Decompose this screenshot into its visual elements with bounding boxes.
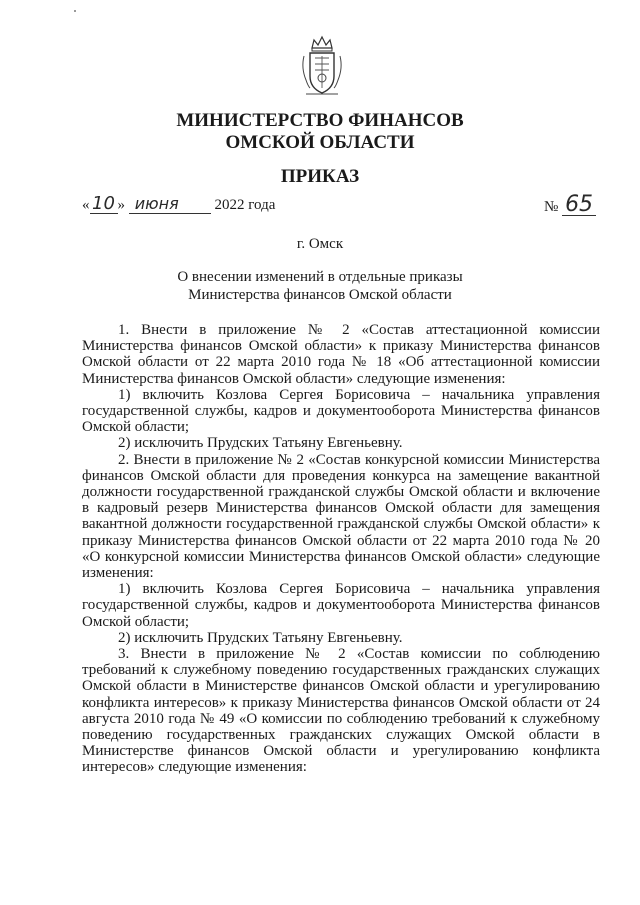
date-day: 10 — [90, 195, 118, 214]
date-close-quote: » — [117, 197, 125, 213]
order-title: ПРИКАЗ — [280, 166, 360, 187]
ministry-name-line2: ОМСКОЙ ОБЛАСТИ — [225, 132, 415, 153]
order-body — [82, 322, 600, 776]
number-sign: № — [544, 199, 559, 215]
paragraph: 1. Внести в приложение № 2 «Состав аттестационной комиссии Министерства финансов Омской области» к приказу Министерства финансов Омской области от 22 марта 2010 года № 18 «Об аттестационной комиссии Министерства финансов Омской области» следующие изменения: — [82, 322, 600, 387]
paragraph: 3. Внести в приложение № 2 «Состав комиссии по соблюдению требований к служебному поведению государственных гражданских служащих Омской области в Министерстве финансов Омской области и урегулированию конфликта интересов» к приказу Министерства финансов Омской области от 24 августа 2010 года № 49 «О комиссии по соблюдению требований к служебному поведению государственных гражданских служащих Омской области в Министерстве финансов Омской области и урегулированию конфликта интересов» следующие изменения: — [82, 646, 600, 776]
scan-artifact-dot — [74, 10, 76, 12]
date-month: июня — [129, 195, 211, 214]
ministry-name-line1: МИНИСТЕРСТВО ФИНАНСОВ — [176, 110, 464, 131]
paragraph: 1) включить Козлова Сергея Борисовича – начальника управления государственной службы, кадров и документооборота Министерства финансов Омской области; — [82, 581, 600, 630]
paragraph: 1) включить Козлова Сергея Борисовича – начальника управления государственной службы, кадров и документооборота Министерства финансов Омской области; — [82, 386, 600, 436]
date-open-quote: « — [82, 197, 90, 213]
paragraph: 2) исключить Прудских Татьяну Евгеньевну. — [118, 629, 403, 646]
coat-of-arms-icon — [300, 34, 344, 98]
subject-line2: Министерства финансов Омской области — [188, 287, 452, 303]
order-subject — [0, 268, 640, 304]
subject-line1: О внесении изменений в отдельные приказы — [177, 269, 463, 285]
paragraph: 2. Внести в приложение № 2 «Состав конкурсной комиссии Министерства финансов Омской области для проведения конкурса на замещение вакантной должности государственной гражданской службы Омской области и включение в кадровый резерв Министерства финансов Омской области для замещения вакантной должности государственной гражданской службы Омской области» к приказу Министерства финансов Омской области от 22 марта 2010 года № 20 «О конкурсной комиссии Министерства финансов Омской области» следующие изменения: — [82, 451, 600, 582]
paragraph: 2) исключить Прудских Татьяну Евгеньевну. — [118, 435, 403, 452]
date-year: 2022 года — [214, 197, 276, 213]
order-date — [82, 195, 275, 214]
ministry-name — [0, 110, 640, 154]
order-number — [544, 192, 596, 217]
number-value: 65 — [562, 195, 596, 216]
city-name: г. Омск — [296, 236, 344, 252]
